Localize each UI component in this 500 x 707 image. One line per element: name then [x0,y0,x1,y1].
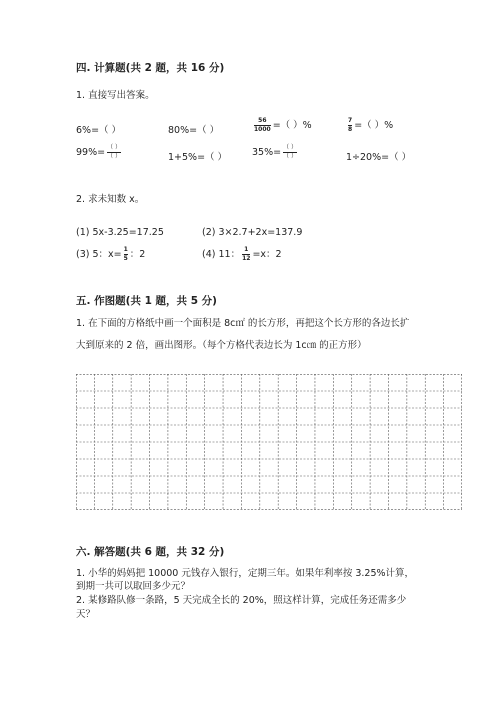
calc-answer-blank: =（ ）% [354,120,394,131]
calc-answer-blank: =（ ）% [272,120,312,131]
fraction-7-8 [348,118,352,133]
fraction-1-12 [242,247,250,262]
section-4-title: 四. 计算题(共 2 题，共 16 分) [76,62,225,74]
question-4-1-prompt: 1. 直接写出答案。 [76,90,155,101]
fraction-denominator: 1000 [254,126,271,133]
question-4-2-prompt: 2. 求未知数 x。 [76,194,145,205]
calc-answer-blank: =（ ） [197,152,228,163]
section-5-title: 五. 作图题(共 1 题，共 5 分) [76,295,217,307]
fraction-denominator: （ ） [283,153,298,160]
calc-left: 80% [168,125,190,136]
calc-item-1-plus-5-percent [168,149,227,163]
fraction-1-5 [124,247,128,262]
equation-3-right: ：2 [129,249,146,260]
equation-3 [76,246,145,262]
calc-item-99-percent: 99%= $\frac{( )}{( )}$ [76,144,122,160]
fraction-numerator: 7 [348,117,353,124]
fraction-answer-blank [283,145,297,160]
equation-4-left: (4) 11： [202,249,241,260]
equation-1: (1) 5x-3.25=17.25 [76,227,164,238]
fraction-numerator: （ ） [283,144,298,151]
word-problem-2-line-2: 天？ [76,609,96,620]
calc-left: 99% [76,147,98,158]
equation-4-right: =x：2 [252,249,282,260]
calc-answer-blank: =（ ） [91,125,122,136]
calc-left: 35% [252,147,274,158]
calc-answer-blank: =（ ） [381,152,412,163]
calc-item-35-percent: 35%= $\frac{( )}{( )}$ [252,144,298,160]
word-problem-2-line-1: 2. 某修路队修一条路，5 天完成全长的 20%，照这样计算，完成任务还需多少 [76,595,407,606]
calc-item-80-percent [168,122,219,136]
fraction-numerator: 1 [244,246,249,253]
calc-item-fraction-7-8 [346,117,393,133]
grid-paper[interactable] [76,374,462,510]
calc-left: 1÷20% [346,152,382,163]
fraction-56-1000 [254,118,271,133]
equation-4 [202,246,282,262]
drawing-question-line-2: 大到原来的 2 倍，画出图形。（每个方格代表边长为 1c㎝ 的正方形） [76,340,367,351]
equation-3-left: (3) 5：x= [76,249,122,260]
calc-item-6-percent [76,122,121,136]
fraction-numerator: 56 [258,117,267,124]
fraction-denominator: 5 [123,255,128,262]
fraction-answer-blank [107,145,121,160]
calc-left: 1+5% [168,152,198,163]
fraction-numerator: （ ） [107,144,122,151]
equation-2: (2) 3×2.7+2x=137.9 [202,227,303,238]
fraction-numerator: 1 [123,246,128,253]
fraction-denominator: （ ） [107,153,122,160]
fraction-denominator: 12 [242,255,251,262]
word-problem-1-line-2: 到期一共可以取回多少元？ [76,581,191,592]
fraction-denominator: 8 [348,126,353,133]
word-problem-1-line-1: 1. 小华的妈妈把 10000 元钱存入银行，定期三年。如果年利率按 3.25%计算， [76,568,415,579]
drawing-question-line-1: 1. 在下面的方格纸中画一个面积是 8c㎡ 的长方形，再把这个长方形的各边长扩 [76,318,410,329]
calc-item-fraction-56-1000 [252,117,312,133]
section-6-title: 六. 解答题(共 6 题，共 32 分) [76,546,225,558]
calc-item-1-div-20-percent [346,149,411,163]
calc-left: 6% [76,125,92,136]
calc-answer-blank: =（ ） [189,125,220,136]
